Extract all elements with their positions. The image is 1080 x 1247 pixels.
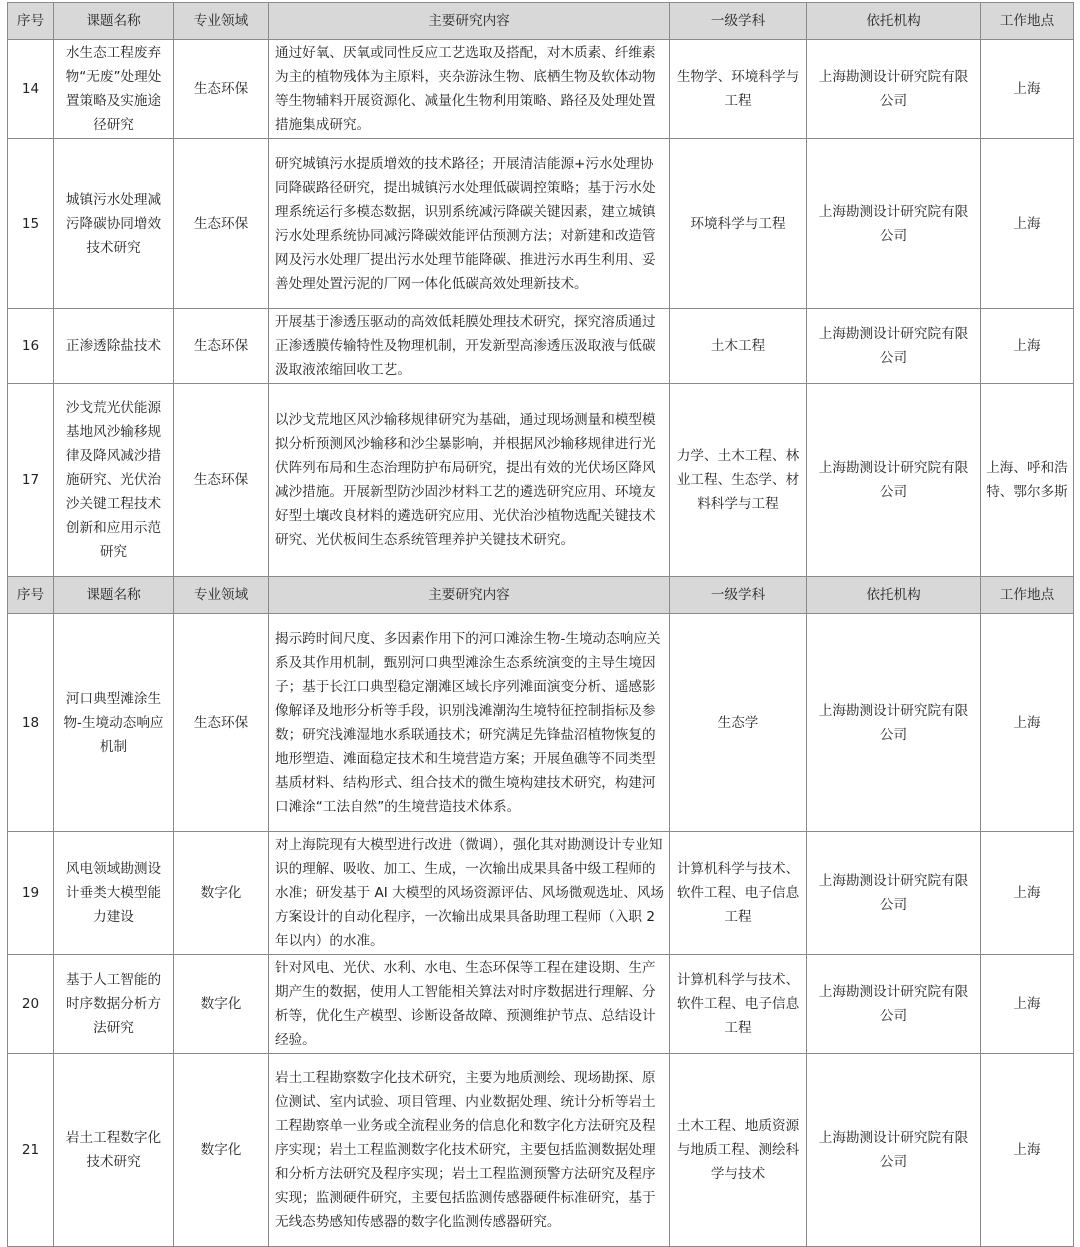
topic-name: 城镇污水处理减污降碳协同增效技术研究	[54, 139, 174, 309]
header-cell: 一级学科	[670, 3, 807, 40]
research-field: 生态环保	[174, 309, 269, 384]
row-number: 20	[8, 955, 54, 1054]
table-row	[8, 614, 1074, 832]
topic-name: 风电领域勘测设计垂类大模型能力建设	[54, 832, 174, 955]
research-field: 数字化	[174, 1054, 269, 1247]
research-field: 生态环保	[174, 40, 269, 139]
research-content: 开展基于渗透压驱动的高效低耗膜处理技术研究，探究溶质通过正渗透膜传输特性及物理机制，开发新型高渗透压汲取液与低碳汲取液浓缩回收工艺。	[269, 309, 670, 384]
topic-name: 水生态工程废弃物“无废”处理处置策略及实施途径研究	[54, 40, 174, 139]
research-content: 以沙戈荒地区风沙输移规律研究为基础，通过现场测量和模型模拟分析预测风沙输移和沙尘暴影响，并根据风沙输移规律进行光伏阵列布局和生态治理防护布局研究，提出有效的光伏场区降风减沙措施。开展新型防沙固沙材料工艺的遴选研究应用、环境友好型土壤改良材料的遴选研究应用、光伏治沙植物选配关键技术研究、光伏板间生态系统管理养护关键技术研究。	[269, 384, 670, 577]
work-location: 上海	[981, 40, 1074, 139]
work-location: 上海	[981, 614, 1074, 832]
table-row	[8, 40, 1074, 139]
discipline: 计算机科学与技术、软件工程、电子信息工程	[670, 955, 807, 1054]
institution: 上海勘测设计研究院有限公司	[807, 1054, 981, 1247]
discipline: 计算机科学与技术、软件工程、电子信息工程	[670, 832, 807, 955]
table-row	[8, 955, 1074, 1054]
table-header-row	[8, 3, 1074, 40]
topic-name: 正渗透除盐技术	[54, 309, 174, 384]
research-content: 针对风电、光伏、水利、水电、生态环保等工程在建设期、生产期产生的数据，使用人工智能相关算法对时序数据进行理解、分析等，优化生产模型、诊断设备故障、预测维护节点、总结设计经验。	[269, 955, 670, 1054]
header-cell: 序号	[8, 577, 54, 614]
header-cell: 序号	[8, 3, 54, 40]
discipline: 生态学	[670, 614, 807, 832]
header-cell: 主要研究内容	[269, 3, 670, 40]
discipline: 土木工程	[670, 309, 807, 384]
work-location: 上海	[981, 139, 1074, 309]
header-cell: 依托机构	[807, 577, 981, 614]
research-content: 研究城镇污水提质增效的技术路径；开展清洁能源+污水处理协同降碳路径研究，提出城镇污水处理低碳调控策略；基于污水处理系统运行多模态数据，识别系统减污降碳关键因素，建立城镇污水处理系统协同减污降碳效能评估预测方法；对新建和改造管网及污水处理厂提出污水处理节能降碳、推进污水再生利用、妥善处理处置污泥的厂网一体化低碳高效处理新技术。	[269, 139, 670, 309]
research-content: 岩土工程勘察数字化技术研究，主要为地质测绘、现场勘探、原位测试、室内试验、项目管理、内业数据处理、统计分析等岩土工程勘察单一业务或全流程业务的信息化和数字化方法研究及程序实现；岩土工程监测数字化技术研究，主要包括监测数据处理和分析方法研究及程序实现；岩土工程监测预警方法研究及程序实现；监测硬件研究，主要包括监测传感器硬件标准研究，基于无线态势感知传感器的数字化监测传感器研究。	[269, 1054, 670, 1247]
topic-name: 基于人工智能的时序数据分析方法研究	[54, 955, 174, 1054]
research-content: 揭示跨时间尺度、多因素作用下的河口滩涂生物-生境动态响应关系及其作用机制，甄别河口典型滩涂生态系统演变的主导生境因子；基于长江口典型稳定潮滩区域长序列滩面演变分析、遥感影像解译及地形分析等手段，识别浅滩潮沟生境特征控制指标及参数；研究浅滩湿地水系联通技术；研究满足先锋盐沼植物恢复的地形塑造、滩面稳定技术和生境营造方案；开展鱼礁等不同类型基质材料、结构形式、组合技术的微生境构建技术研究，构建河口滩涂“工法自然”的生境营造技术体系。	[269, 614, 670, 832]
work-location: 上海	[981, 309, 1074, 384]
topic-name: 岩土工程数字化技术研究	[54, 1054, 174, 1247]
row-number: 21	[8, 1054, 54, 1247]
table-row	[8, 309, 1074, 384]
header-cell: 课题名称	[54, 577, 174, 614]
row-number: 15	[8, 139, 54, 309]
work-location: 上海	[981, 832, 1074, 955]
header-cell: 课题名称	[54, 3, 174, 40]
research-field: 数字化	[174, 832, 269, 955]
institution: 上海勘测设计研究院有限公司	[807, 40, 981, 139]
research-field: 生态环保	[174, 139, 269, 309]
work-location: 上海、呼和浩特、鄂尔多斯	[981, 384, 1074, 577]
discipline: 生物学、环境科学与工程	[670, 40, 807, 139]
institution: 上海勘测设计研究院有限公司	[807, 384, 981, 577]
header-cell: 主要研究内容	[269, 577, 670, 614]
research-topics-table	[7, 2, 1074, 1247]
research-field: 生态环保	[174, 614, 269, 832]
discipline: 土木工程、地质资源与地质工程、测绘科学与技术	[670, 1054, 807, 1247]
research-content: 对上海院现有大模型进行改进（微调），强化其对勘测设计专业知识的理解、吸收、加工、生成，一次输出成果具备中级工程师的水准；研发基于 AI 大模型的风场资源评估、风场微观选址、风场方案设计的自动化程序，一次输出成果具备助理工程师（入职 2 年以内）的水准。	[269, 832, 670, 955]
table-row	[8, 832, 1074, 955]
table-row	[8, 1054, 1074, 1247]
discipline: 力学、土木工程、林业工程、生态学、材料科学与工程	[670, 384, 807, 577]
institution: 上海勘测设计研究院有限公司	[807, 832, 981, 955]
research-field: 数字化	[174, 955, 269, 1054]
header-cell: 工作地点	[981, 3, 1074, 40]
work-location: 上海	[981, 1054, 1074, 1247]
table-header-row	[8, 577, 1074, 614]
row-number: 16	[8, 309, 54, 384]
discipline: 环境科学与工程	[670, 139, 807, 309]
institution: 上海勘测设计研究院有限公司	[807, 309, 981, 384]
header-cell: 工作地点	[981, 577, 1074, 614]
header-cell: 专业领域	[174, 3, 269, 40]
header-cell: 专业领域	[174, 577, 269, 614]
row-number: 17	[8, 384, 54, 577]
table-row	[8, 384, 1074, 577]
table-row	[8, 139, 1074, 309]
topic-name: 河口典型滩涂生物-生境动态响应机制	[54, 614, 174, 832]
research-field: 生态环保	[174, 384, 269, 577]
row-number: 18	[8, 614, 54, 832]
row-number: 14	[8, 40, 54, 139]
header-cell: 依托机构	[807, 3, 981, 40]
row-number: 19	[8, 832, 54, 955]
research-content: 通过好氧、厌氧或同性反应工艺选取及搭配，对木质素、纤维素为主的植物残体为主原料，夹杂游泳生物、底栖生物及软体动物等生物辅料开展资源化、减量化生物利用策略、路径及处理处置措施集成研究。	[269, 40, 670, 139]
institution: 上海勘测设计研究院有限公司	[807, 139, 981, 309]
work-location: 上海	[981, 955, 1074, 1054]
institution: 上海勘测设计研究院有限公司	[807, 955, 981, 1054]
header-cell: 一级学科	[670, 577, 807, 614]
topic-name: 沙戈荒光伏能源基地风沙输移规律及降风减沙措施研究、光伏治沙关键工程技术创新和应用示范研究	[54, 384, 174, 577]
institution: 上海勘测设计研究院有限公司	[807, 614, 981, 832]
